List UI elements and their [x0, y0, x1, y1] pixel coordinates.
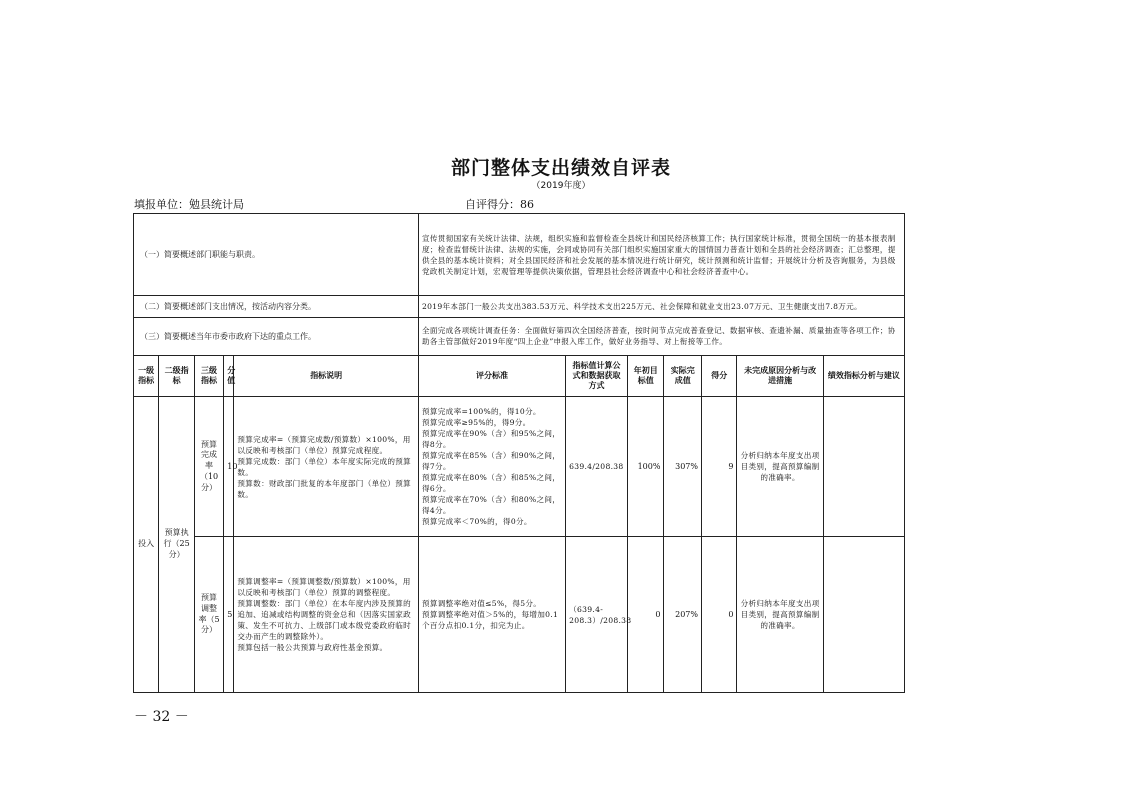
evaluation-table — [133, 213, 905, 693]
actual-cell: 207% — [664, 537, 702, 693]
header-target: 年初目标值 — [627, 355, 664, 396]
suggestion-cell — [823, 396, 904, 537]
reason-cell: 分析归纳本年度支出项目类别，提高预算编制的准确率。 — [737, 396, 823, 537]
header-suggestion: 绩效指标分析与建议 — [823, 355, 904, 396]
description-cell: 预算完成率=（预算完成数/预算数）×100%，用以反映和考核部门（单位）预算完成程度。 预算完成数：部门（单位）本年度实际完成的预算数。 预算数：财政部门批复的本年度部门（单位）预算数。 — [234, 396, 419, 537]
header-weight: 分值 — [224, 355, 234, 396]
criteria-cell: 预算调整率绝对值≤5%，得5分。 预算调整率绝对值＞5%的，每增加0.1个百分点扣0.1分，扣完为止。 — [419, 537, 566, 693]
header-level3: 三级指标 — [194, 355, 223, 396]
header-actual: 实际完成值 — [664, 355, 702, 396]
formula-cell: 639.4/208.38 — [566, 396, 628, 537]
header-reason: 未完成原因分析与改进措施 — [737, 355, 823, 396]
header-criteria: 评分标准 — [419, 355, 566, 396]
page-subtitle: （2019年度） — [531, 181, 591, 191]
table-row — [134, 396, 905, 537]
overview-label: （二）简要概述部门支出情况，按活动内容分类。 — [134, 296, 419, 318]
level1-cell: 投入 — [134, 396, 159, 692]
overview-label: （一）简要概述部门职能与职责。 — [134, 214, 419, 296]
header-description: 指标说明 — [234, 355, 419, 396]
fill-unit: 填报单位：勉县统计局 — [134, 198, 244, 211]
level2-cell: 预算执行（25分） — [159, 396, 195, 692]
target-cell: 0 — [627, 537, 664, 693]
self-score: 自评得分：86 — [465, 198, 534, 211]
criteria-cell: 预算完成率=100%的，得10分。 预算完成率≥95%的，得9分。 预算完成率在90%（含）和95%之间，得8分。 预算完成率在85%（含）和90%之间，得7分。 预算完成率在80%（含）和85%之间，得6分。 预算完成率在70%（含）和80%之间，得4分。 预算完成率＜70%的，得0分。 — [419, 396, 566, 537]
target-cell: 100% — [627, 396, 664, 537]
level3-cell: 预算完成率（10分） — [194, 396, 223, 537]
score-cell: 9 — [701, 396, 737, 537]
page-title: 部门整体支出绩效自评表 — [450, 157, 671, 179]
overview-content: 2019年本部门一般公共支出383.53万元、科学技术支出225万元、社会保障和就业支出23.07万元、卫生健康支出7.8万元。 — [419, 296, 905, 318]
description-cell: 预算调整率=（预算调整数/预算数）×100%，用以反映和考核部门（单位）预算的调整程度。 预算调整数：部门（单位）在本年度内涉及预算的追加、追减或结构调整的资金总和（因落实国家政策、发生不可抗力、上级部门或本级党委政府临时交办而产生的调整除外）。 预算包括一般公共预算与政府性基金预算。 — [234, 537, 419, 693]
suggestion-cell — [823, 537, 904, 693]
actual-cell: 307% — [664, 396, 702, 537]
overview-row — [134, 296, 905, 318]
page-number: － 32 － — [134, 709, 189, 725]
weight-cell: 5 — [224, 537, 234, 693]
overview-row — [134, 214, 905, 296]
table-header — [134, 355, 905, 396]
overview-row — [134, 318, 905, 355]
reason-cell: 分析归纳本年度支出项目类别，提高预算编制的准确率。 — [737, 537, 823, 693]
header-formula: 指标值计算公式和数据获取方式 — [566, 355, 628, 396]
formula-cell: （639.4-208.3）/208.38 — [566, 537, 628, 693]
overview-content: 全面完成各项统计调查任务：全面做好第四次全国经济普查，按时间节点完成普查登记、数据审核、查遗补漏、质量抽查等各项工作；协助各主管部做好2019年度“四上企业”申报入库工作，做好业务指导、对上衔接等工作。 — [419, 318, 905, 355]
weight-cell: 10 — [224, 396, 234, 537]
header-score: 得分 — [701, 355, 737, 396]
overview-content: 宣传贯彻国家有关统计法律、法规，组织实施和监督检查全县统计和国民经济核算工作；执行国家统计标准，贯彻全国统一的基本报表制度；检查监督统计法律、法规的实施，会同或协同有关部门组织实施国家重大的国情国力普查计划和全县的社会经济调查；汇总整理，提供全县的基本统计资料；对全县国民经济和社会发展的基本情况进行统计研究，统计预测和统计监督；开展统计分析及咨询服务，为县级党政机关制定计划，宏观管理等提供决策依据，管理县社会经济调查中心和社会经济普查中心。 — [419, 214, 905, 296]
score-cell: 0 — [701, 537, 737, 693]
header-level1: 一级指标 — [134, 355, 159, 396]
overview-label: （三）简要概述当年市委市政府下达的重点工作。 — [134, 318, 419, 355]
header-level2: 二级指标 — [159, 355, 195, 396]
level3-cell: 预算调整率（5分） — [194, 537, 223, 693]
table-row — [134, 537, 905, 693]
